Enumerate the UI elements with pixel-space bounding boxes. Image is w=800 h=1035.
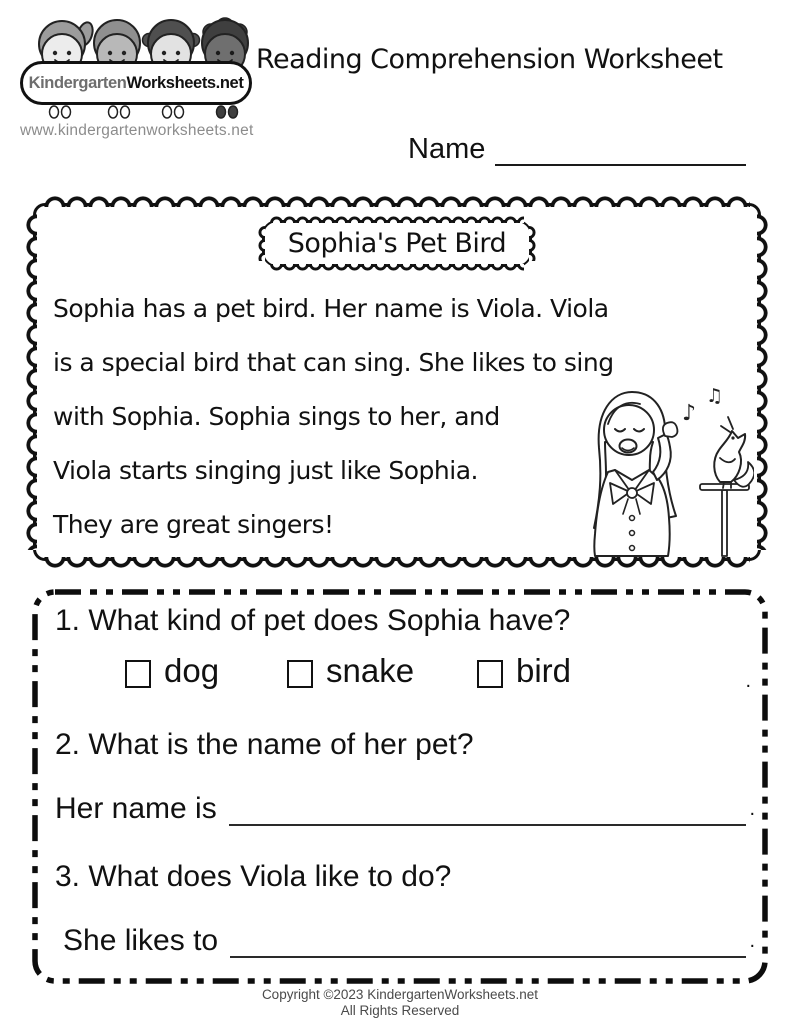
answer-write-in-line[interactable] <box>229 782 747 826</box>
brand-banner <box>20 61 252 105</box>
story-line: Viola starts singing just like Sophia. <box>53 456 478 485</box>
answer-prefix: She likes to <box>63 924 219 957</box>
name-write-in-line[interactable] <box>495 130 746 166</box>
story-line: with Sophia. Sophia sings to her, and <box>53 402 500 431</box>
kids-feet-icon <box>18 104 258 120</box>
option-bird[interactable] <box>477 652 571 690</box>
option-label: dog <box>164 652 220 689</box>
brand-url: www.kindergartenworksheets.net <box>20 122 254 139</box>
checkbox-icon[interactable] <box>125 660 151 688</box>
story-line: Sophia has a pet bird. Her name is Viola. Viola <box>53 294 609 323</box>
bird-illustration <box>700 417 754 556</box>
scallop-label-left <box>257 226 265 261</box>
story-title-wrap <box>36 220 758 267</box>
scallop-border-top <box>44 194 750 207</box>
brand-name-part2: Worksheets.net <box>126 73 244 92</box>
trailing-period: . <box>749 930 755 952</box>
copyright-text: Copyright ©2023 KindergartenWorksheets.net <box>261 987 539 1002</box>
story-line: They are great singers! <box>53 510 334 539</box>
music-note-1: ♪ <box>682 401 697 426</box>
question-1-options <box>31 652 769 698</box>
story-illustration <box>570 384 754 560</box>
footer <box>0 987 800 1019</box>
music-notes-icon <box>682 385 723 426</box>
rights-text: All Rights Reserved <box>340 1003 460 1018</box>
checkbox-icon[interactable] <box>477 660 503 688</box>
option-snake[interactable] <box>287 652 414 690</box>
story-title-badge <box>262 220 532 267</box>
trailing-period: . <box>745 670 751 692</box>
scallop-label-bottom <box>270 264 524 272</box>
brand-logo <box>18 6 258 140</box>
option-label: snake <box>326 652 415 689</box>
answer-write-in-line[interactable] <box>230 914 746 958</box>
page-title: Reading Comprehension Worksheet <box>256 44 723 75</box>
question-2-answer-row <box>55 780 755 826</box>
question-2-text: 2. What is the name of her pet? <box>55 728 474 761</box>
scallop-label-right <box>529 226 537 261</box>
music-note-2: ♫ <box>706 385 724 407</box>
checkbox-icon[interactable] <box>287 660 313 688</box>
answer-prefix: Her name is <box>55 792 217 825</box>
scallop-border-right <box>757 214 770 550</box>
story-title: Sophia's Pet Bird <box>287 228 507 259</box>
name-label: Name <box>408 133 486 165</box>
story-box <box>33 203 761 561</box>
brand-name-part1: Kindergarten <box>28 73 127 92</box>
question-3-text: 3. What does Viola like to do? <box>55 860 452 893</box>
question-3-answer-row <box>63 912 755 958</box>
name-row <box>408 130 746 166</box>
girl-singing-illustration <box>594 392 677 556</box>
question-1-text: 1. What kind of pet does Sophia have? <box>55 604 571 637</box>
story-line: is a special bird that can sing. She likes to sing <box>53 348 614 377</box>
trailing-period: . <box>749 798 755 820</box>
option-label: bird <box>516 652 572 689</box>
option-dog[interactable] <box>125 652 219 690</box>
questions-box <box>31 588 769 985</box>
scallop-label-top <box>270 215 524 223</box>
